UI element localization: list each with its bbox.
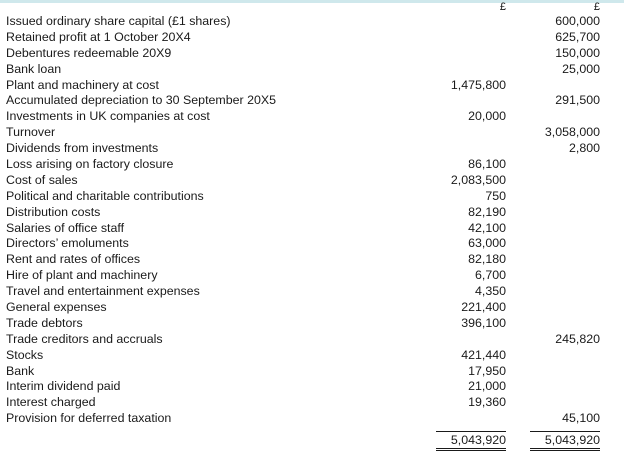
row-value-col1: 21,000 [468, 379, 506, 394]
table-row [6, 364, 606, 380]
row-value-col1: 20,000 [468, 109, 506, 124]
table-row [6, 141, 606, 157]
row-value-col1: 19,360 [468, 395, 506, 410]
table-row [6, 30, 606, 46]
table-row [6, 379, 606, 395]
table-row [6, 157, 606, 173]
row-value-col2: 245,820 [555, 331, 600, 346]
row-label: Turnover [6, 125, 56, 140]
row-label: Directors’ emoluments [6, 236, 129, 251]
trial-balance-table [6, 0, 606, 449]
row-label: Bank loan [6, 61, 62, 76]
row-label: Trade debtors [6, 315, 83, 330]
row-label: Rent and rates of offices [6, 252, 141, 267]
row-value-col1: 82,190 [468, 204, 506, 219]
row-value-col1: 17,950 [468, 363, 506, 378]
row-label: Bank [6, 363, 35, 378]
row-value-col1: 6,700 [474, 268, 506, 283]
total-col2: 5,043,920 [530, 431, 600, 451]
row-label: Interim dividend paid [6, 379, 121, 394]
table-row [6, 395, 606, 411]
row-value-col2: 150,000 [555, 45, 600, 60]
table-row [6, 284, 606, 300]
table-row [6, 173, 606, 189]
row-value-col2: 2,800 [568, 141, 600, 156]
table-row [6, 268, 606, 284]
row-value-col1: 86,100 [468, 157, 506, 172]
row-value-col2: 291,500 [555, 93, 600, 108]
row-value-col1: 2,083,500 [450, 172, 506, 187]
col1-currency-header: £ [499, 1, 506, 13]
col2-currency-header: £ [593, 1, 600, 13]
row-value-col1: 42,100 [468, 220, 506, 235]
total-col1: 5,043,920 [436, 431, 506, 451]
row-value-col2: 25,000 [562, 61, 600, 76]
row-value-col1: 421,440 [461, 347, 506, 362]
table-row [6, 411, 606, 427]
row-label: Political and charitable contributions [6, 188, 204, 203]
row-label: Distribution costs [6, 204, 101, 219]
row-label: General expenses [6, 300, 107, 315]
row-label: Cost of sales [6, 172, 78, 187]
row-value-col2: 625,700 [555, 29, 600, 44]
table-row [6, 221, 606, 237]
row-value-col1: 82,180 [468, 252, 506, 267]
table-row [6, 78, 606, 94]
row-value-col1: 750 [485, 188, 506, 203]
row-label: Debentures redeemable 20X9 [6, 45, 172, 60]
row-value-col1: 221,400 [461, 300, 506, 315]
row-value-col1: 396,100 [461, 315, 506, 330]
header-row [6, 0, 606, 14]
table-row [6, 236, 606, 252]
row-value-col2: 45,100 [562, 411, 600, 426]
table-body [6, 14, 606, 427]
row-label: Dividends from investments [6, 141, 159, 156]
row-label: Trade creditors and accruals [6, 331, 163, 346]
table-row [6, 46, 606, 62]
row-label: Salaries of office staff [6, 220, 125, 235]
table-row [6, 205, 606, 221]
table-row [6, 14, 606, 30]
table-row [6, 93, 606, 109]
table-row [6, 252, 606, 268]
row-value-col1: 63,000 [468, 236, 506, 251]
row-label: Interest charged [6, 395, 96, 410]
totals-row [6, 429, 606, 449]
table-row [6, 316, 606, 332]
table-row [6, 300, 606, 316]
row-value-col2: 600,000 [555, 14, 600, 28]
row-label: Loss arising on factory closure [6, 157, 174, 172]
row-value-col1: 4,350 [474, 284, 506, 299]
row-value-col2: 3,058,000 [544, 125, 600, 140]
row-value-col1: 1,475,800 [450, 77, 506, 92]
row-label: Accumulated depreciation to 30 September 20X5 [6, 93, 277, 108]
table-row [6, 348, 606, 364]
row-label: Investments in UK companies at cost [6, 109, 210, 124]
row-label: Issued ordinary share capital (£1 shares) [6, 14, 231, 28]
table-row [6, 332, 606, 348]
row-label: Travel and entertainment expenses [6, 284, 200, 299]
row-label: Stocks [6, 347, 44, 362]
row-label: Hire of plant and machinery [6, 268, 158, 283]
table-row [6, 125, 606, 141]
row-label: Plant and machinery at cost [6, 77, 159, 92]
row-label: Provision for deferred taxation [6, 411, 172, 426]
row-label: Retained profit at 1 October 20X4 [6, 29, 191, 44]
table-row [6, 109, 606, 125]
table-row [6, 62, 606, 78]
table-row [6, 189, 606, 205]
